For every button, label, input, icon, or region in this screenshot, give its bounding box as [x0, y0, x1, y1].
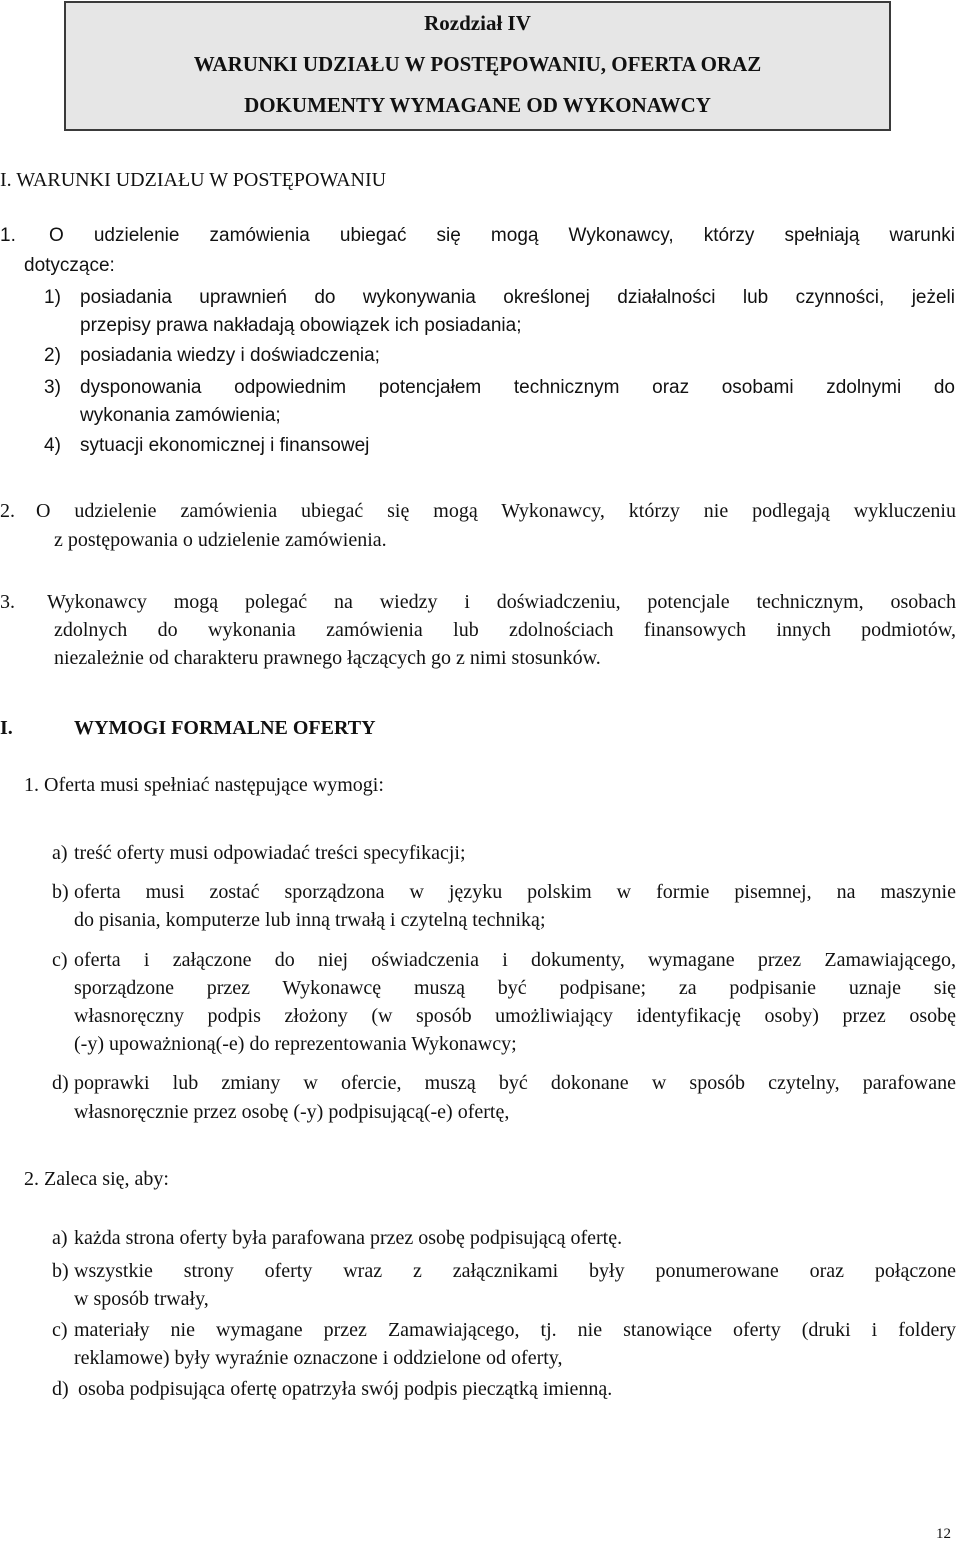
- list-item-text: poprawki lub zmiany w ofercie, muszą być dokonane w sposób czytelny, parafowane: [74, 1072, 956, 1094]
- list-item-text: wykonania zamówienia;: [80, 405, 281, 426]
- list-item-number: 2): [44, 345, 61, 366]
- list-item-number: 1): [44, 287, 61, 308]
- list-item-label: c): [52, 949, 68, 971]
- list-item-text: wszystkie strony oferty wraz z załącznikami były ponumerowane oraz połączone: [74, 1260, 956, 1282]
- paragraph-text: Wykonawcy mogą polegać na wiedzy i doświadczeniu, potencjale technicznym, osobach: [47, 591, 956, 613]
- list-item-text: do pisania, komputerze lub inną trwałą i czytelną techniką;: [74, 909, 546, 931]
- paragraph-number: 3.: [0, 591, 15, 613]
- list-item-text: materiały nie wymagane przez Zamawiającego, tj. nie stanowiące oferty (druki i foldery: [74, 1319, 956, 1341]
- section-number: I.: [0, 717, 13, 739]
- list-item-label: a): [52, 1227, 68, 1249]
- list-item-text: własnoręcznie przez osobę (-y) podpisującą(-e) ofertę,: [74, 1101, 510, 1123]
- list-item-number: 3): [44, 377, 61, 398]
- list-item-label: a): [52, 842, 68, 864]
- subsection-heading: 2. Zaleca się, aby:: [24, 1168, 169, 1190]
- list-item-text: oferta musi zostać sporządzona w języku polskim w formie pisemnej, na maszynie: [74, 881, 956, 903]
- list-item-text: oferta i załączone do niej oświadczenia i dokumenty, wymagane przez Zamawiającego,: [74, 949, 956, 971]
- chapter-title-line-2: DOKUMENTY WYMAGANE OD WYKONAWCY: [244, 93, 711, 117]
- list-item-text: każda strona oferty była parafowana przez osobę podpisującą ofertę.: [74, 1227, 623, 1249]
- paragraph-number: 1.: [0, 225, 16, 246]
- subsection-heading: 1. Oferta musi spełniać następujące wymogi:: [24, 774, 384, 796]
- list-item-text: posiadania uprawnień do wykonywania określonej działalności lub czynności, jeżeli: [80, 287, 955, 308]
- list-item-text: w sposób trwały,: [74, 1288, 209, 1310]
- list-item-number: 4): [44, 435, 61, 456]
- list-item-text: dysponowania odpowiednim potencjałem technicznym oraz osobami zdolnymi do: [80, 377, 955, 398]
- chapter-number: Rozdział IV: [424, 11, 531, 35]
- section-heading-warunki: I. WARUNKI UDZIAŁU W POSTĘPOWANIU: [0, 169, 387, 191]
- list-item-text: własnoręczny podpis złożony (w sposób umożliwiający identyfikację osoby) przez osobę: [74, 1005, 956, 1027]
- list-item-label: d): [52, 1072, 69, 1094]
- list-item-text: osoba podpisująca ofertę opatrzyła swój podpis pieczątką imienną.: [78, 1378, 613, 1400]
- list-item-text: reklamowe) były wyraźnie oznaczone i oddzielone od oferty,: [74, 1347, 563, 1369]
- paragraph-text: O udzielenie zamówienia ubiegać się mogą Wykonawcy, którzy spełniają warunki: [49, 225, 955, 246]
- list-item-text: (-y) upoważnioną(-e) do reprezentowania Wykonawcy;: [74, 1033, 517, 1055]
- list-item-label: b): [52, 881, 69, 903]
- list-item-label: b): [52, 1260, 69, 1282]
- paragraph-text: dotyczące:: [24, 255, 115, 276]
- paragraph-text: O udzielenie zamówienia ubiegać się mogą Wykonawcy, którzy nie podlegają wykluczeniu: [36, 500, 956, 522]
- list-item-text: posiadania wiedzy i doświadczenia;: [80, 345, 380, 366]
- chapter-header-box: [64, 1, 891, 131]
- paragraph-number: 2.: [0, 500, 15, 522]
- list-item-label: d): [52, 1378, 69, 1400]
- list-item-text: sporządzone przez Wykonawcę muszą być podpisane; za podpisanie uznaje się: [74, 977, 956, 999]
- paragraph-text: z postępowania o udzielenie zamówienia.: [54, 529, 387, 551]
- page-number: 12: [936, 1526, 951, 1542]
- list-item-label: c): [52, 1319, 68, 1341]
- section-heading-wymogi: WYMOGI FORMALNE OFERTY: [74, 717, 376, 739]
- paragraph-text: zdolnych do wykonania zamówienia lub zdolnościach finansowych innych podmiotów,: [54, 619, 956, 641]
- list-item-text: sytuacji ekonomicznej i finansowej: [80, 435, 370, 456]
- list-item-text: treść oferty musi odpowiadać treści specyfikacji;: [74, 842, 466, 864]
- chapter-title-line-1: WARUNKI UDZIAŁU W POSTĘPOWANIU, OFERTA ORAZ: [193, 52, 762, 76]
- paragraph-text: niezależnie od charakteru prawnego łączących go z nimi stosunków.: [54, 647, 601, 669]
- list-item-text: przepisy prawa nakładają obowiązek ich posiadania;: [80, 315, 522, 336]
